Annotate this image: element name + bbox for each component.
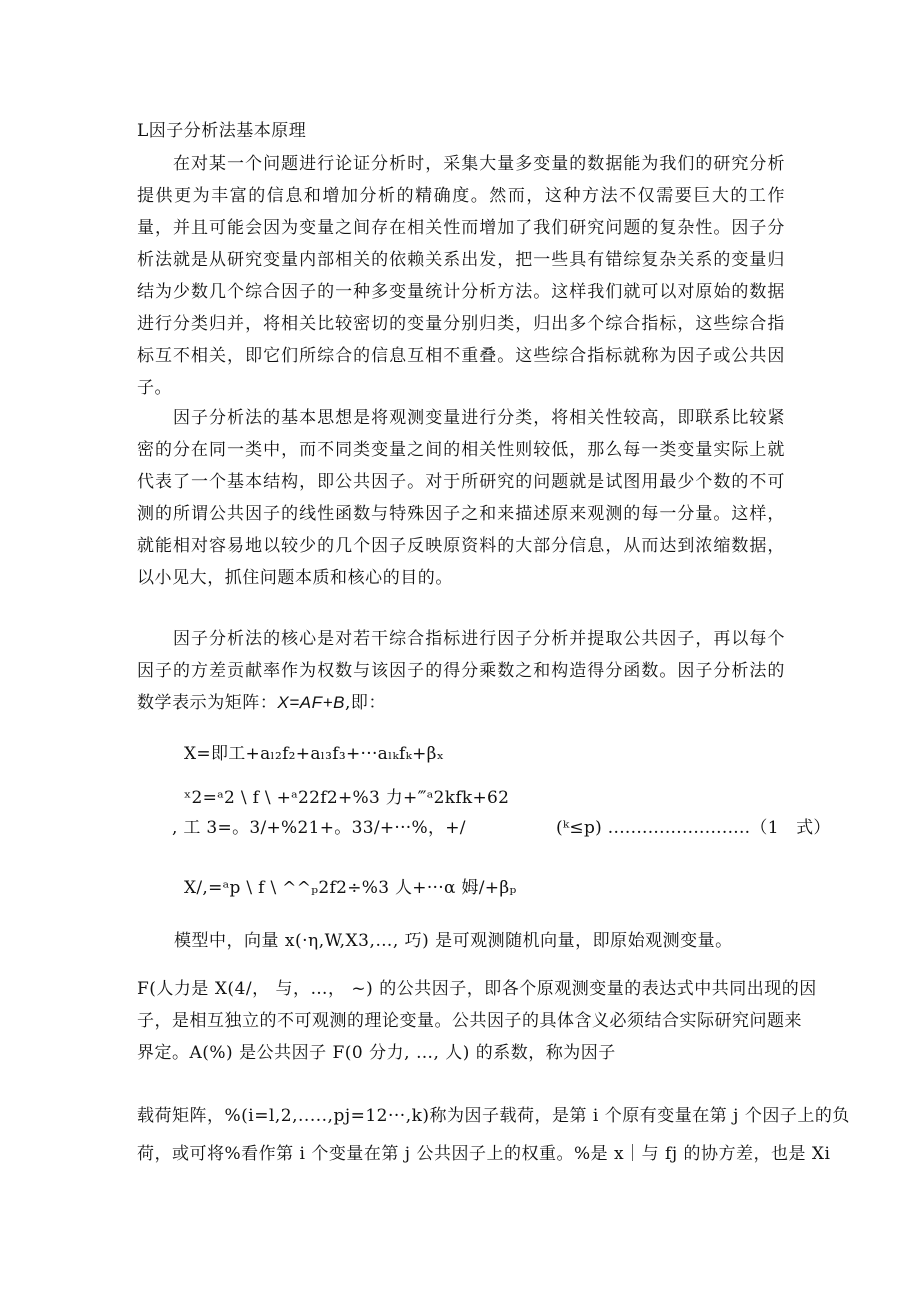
paragraph-2: 因子分析法的基本思想是将观测变量进行分类，将相关性较高，即联系比较紧密的分在同一类中，而不同类变量之间的相关性则较低，那么每一类变量实际上就代表了一个基本结构，即公共因子。对于所研究的问题就是试图用最少个数的不可测的所谓公共因子的线性函数与特殊因子之和来描述原来观测的每一分量。这样，就能相对容易地以较少的几个因子反映原资料的大部分信息，从而达到浓缩数据，以小见大，抓住问题本质和核心的目的。 bbox=[137, 408, 785, 588]
paragraph-1: 在对某一个问题进行论证分析时，采集大量多变量的数据能为我们的研究分析提供更为丰富的信息和增加分析的精确度。然而，这种方法不仅需要巨大的工作量，并且可能会因为变量之间存在相关性而增加了我们研究问题的复杂性。因子分析法就是从研究变量内部相关的依赖关系出发，把一些具有错综复杂关系的变量归结为少数几个综合因子的一种多变量统计分析方法。这样我们就可以对原始的数据进行分类归并，将相关比较密切的变量分别归类，归出多个综合指标，这些综合指标互不相关，即它们所综合的信息互相不重叠。这些综合指标就称为因子或公共因子。 bbox=[137, 154, 785, 398]
text-line-1: 模型中，向量 x(·η,W,X3,…, 巧) 是可观测随机向量，即原始观测变量。 bbox=[174, 931, 733, 951]
matrix-suffix: ,即： bbox=[344, 693, 387, 713]
equation-line-3: , 工 3=。3/+%21+。33/+···%，+/ bbox=[172, 818, 466, 838]
text-line-5: 载荷矩阵，%(i=l,2,.....,pj=12···,k)称为因子载荷，是第 i 个原有变量在第 j 个因子上的负 bbox=[137, 1106, 850, 1126]
section-heading: L因子分析法基本原理 bbox=[137, 121, 307, 141]
equation-line-2: ˣ2=ᵃ2 \ f \ +ᵃ22f2+%3 力+‴ᵃ2kfk+62 bbox=[184, 788, 510, 808]
matrix-expression: X=AF+B bbox=[277, 693, 345, 712]
equation-condition-number: (ᵏ≤p) .........................（1 式） bbox=[556, 818, 831, 838]
text-line-3: 子，是相互独立的不可观测的理论变量。公共因子的具体含义必须结合实际研究问题来 bbox=[137, 1011, 802, 1031]
text-line-4: 界定。A(%) 是公共因子 F(0 分力, …, 人) 的系数，称为因子 bbox=[137, 1043, 616, 1063]
equation-line-1: X=即工+aₗ₂f₂+aₗ₃f₃+···aₗₖfₖ+βₓ bbox=[184, 744, 445, 764]
paragraph-3-text: 因子分析法的核心是对若干综合指标进行因子分析并提取公共因子，再以每个因子的方差贡献率作为权数与该因子的得分乘数之和构造得分函数。因子分析法的数学表示为矩阵： bbox=[137, 629, 785, 713]
equation-line-4: X/,=ᵃp \ f \ ^^ₚ2f2÷%3 人+···α 姆/+βₚ bbox=[184, 878, 517, 898]
text-line-6: 荷，或可将%看作第 i 个变量在第 j 公共因子上的权重。%是 x｜与 fj 的协方差，也是 Xi bbox=[137, 1144, 831, 1164]
text-line-2: F(人力是 X(4/， 与，…， ~) 的公共因子，即各个原观测变量的表达式中共同出现的因 bbox=[137, 979, 817, 999]
paragraph-3 bbox=[137, 623, 785, 719]
